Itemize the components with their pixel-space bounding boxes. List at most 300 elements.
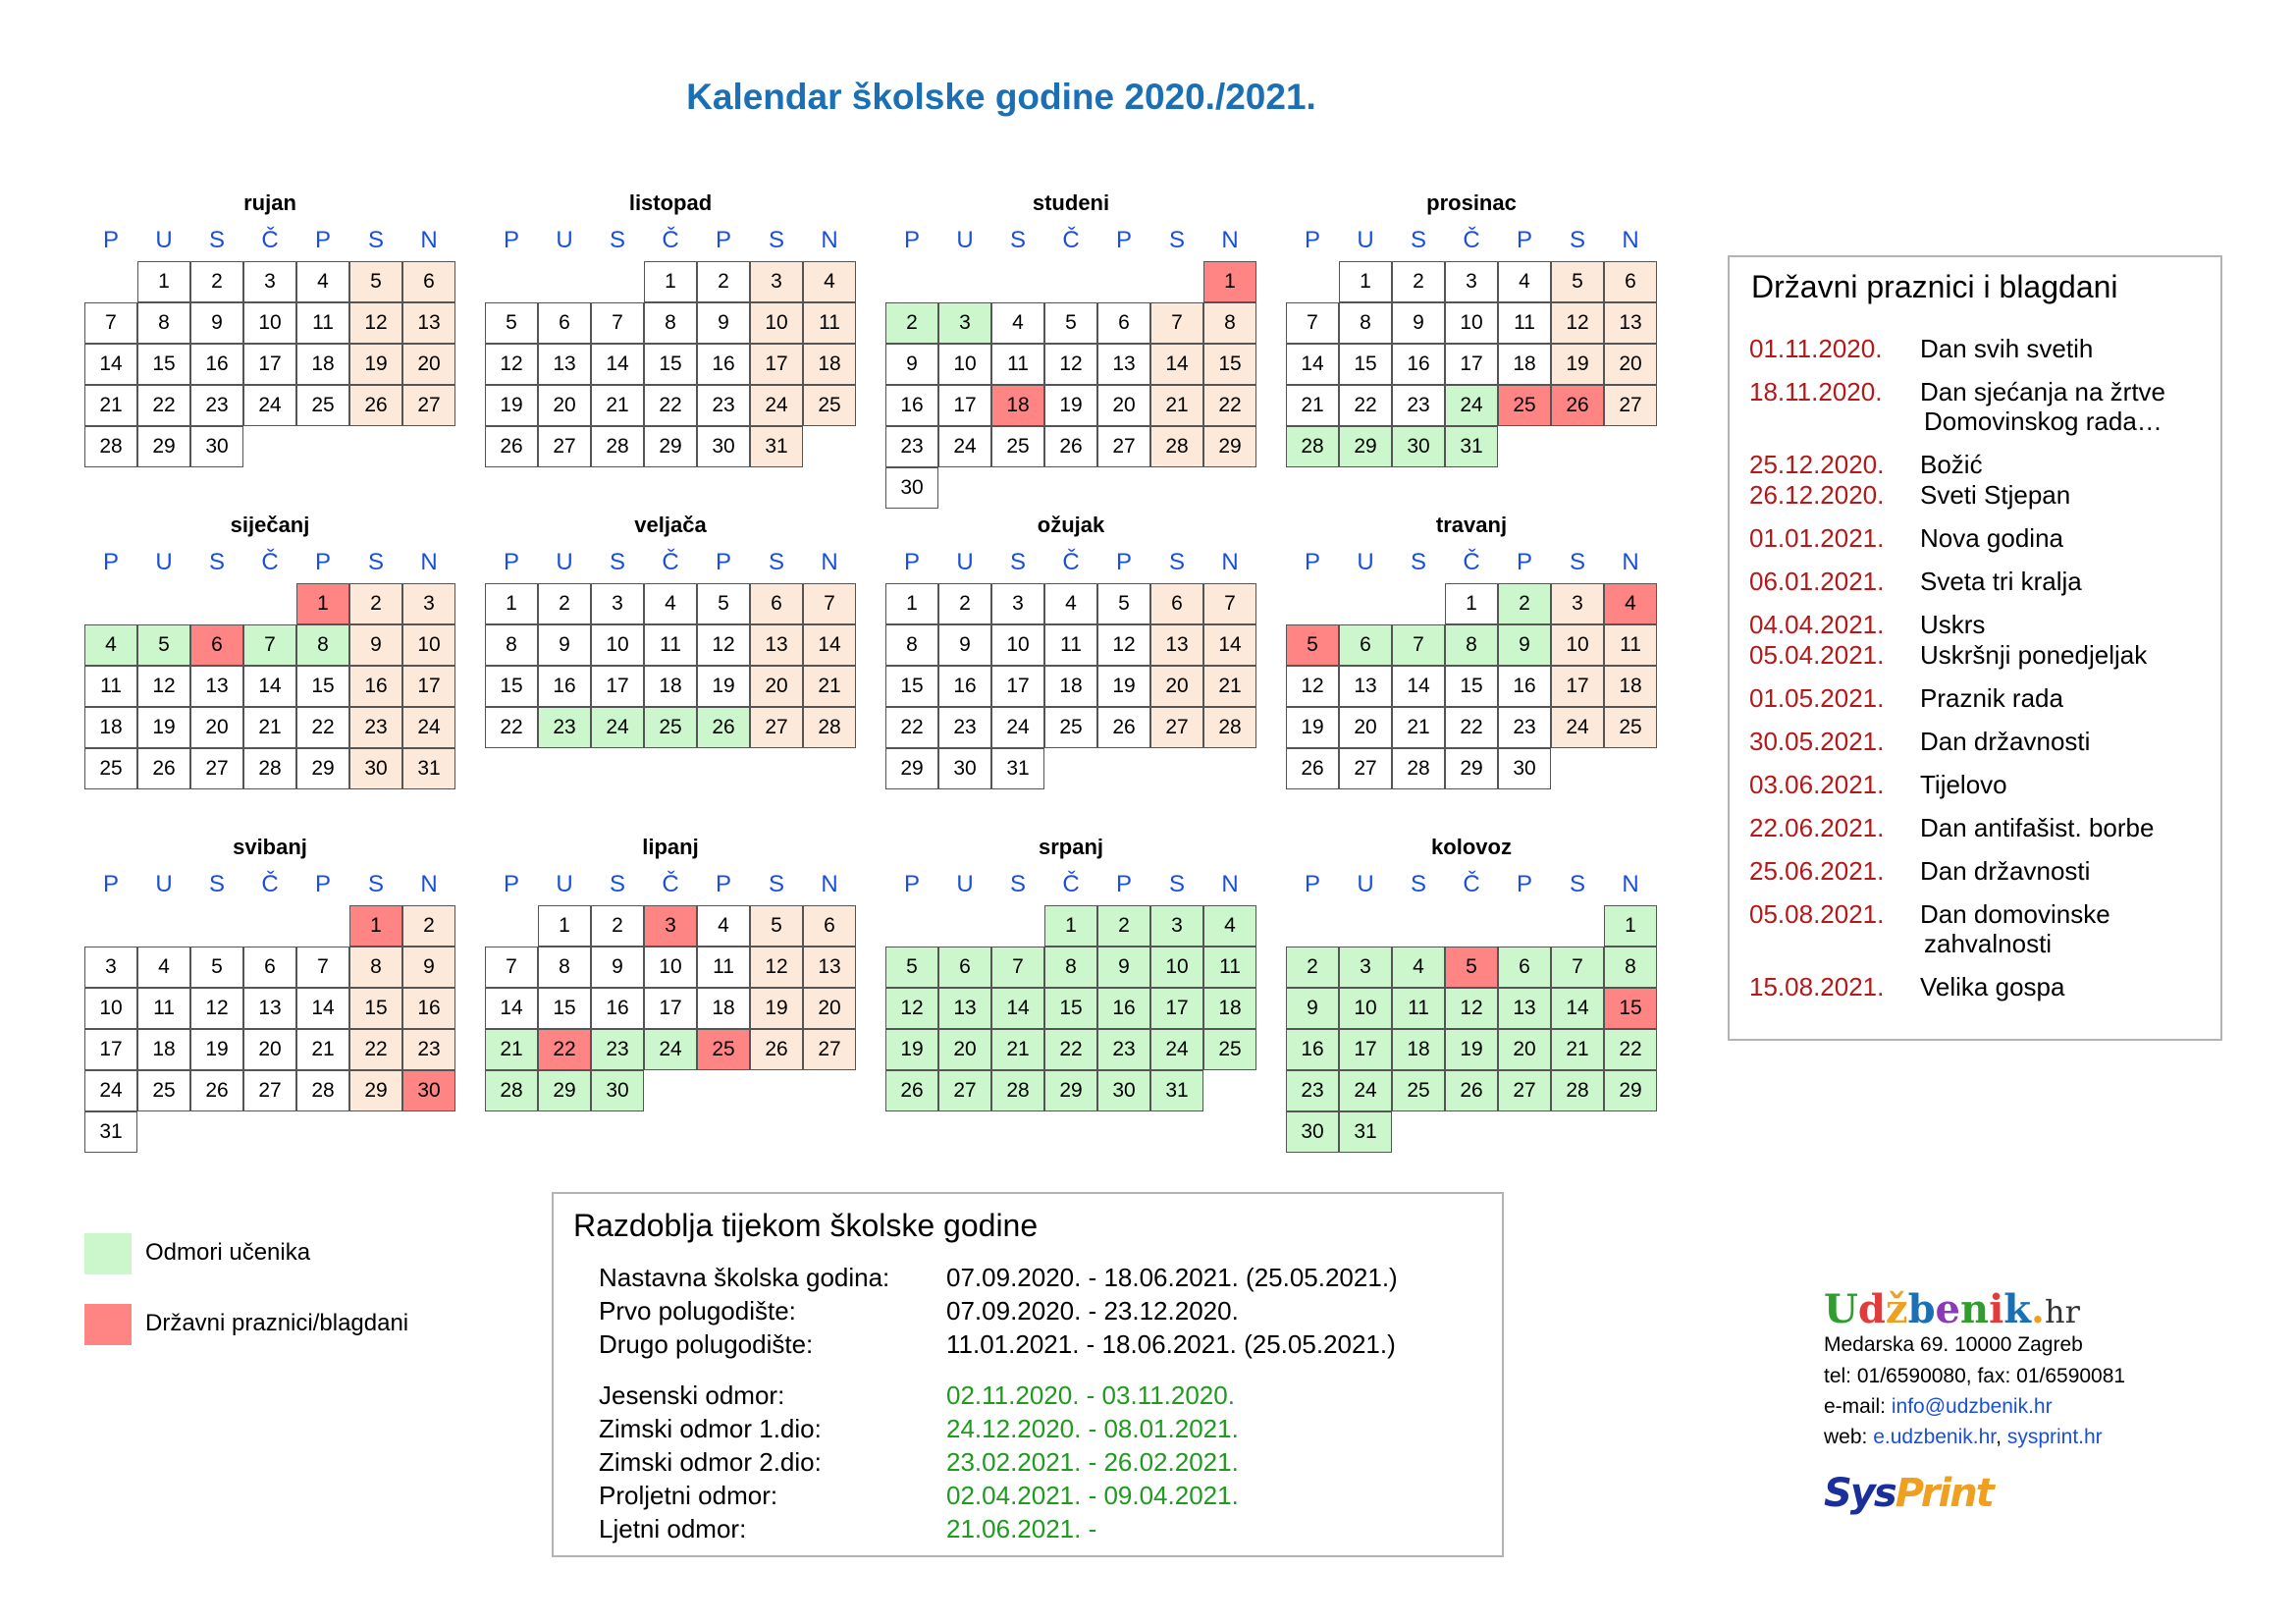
weekday-label: S: [208, 549, 225, 575]
day-cell: 30: [697, 426, 750, 467]
weekday-label: P: [715, 549, 731, 575]
day-cell: 18: [296, 344, 349, 385]
weekday-label: P: [102, 549, 119, 575]
day-cell: 17: [1551, 666, 1604, 707]
day-cell: 31: [991, 748, 1044, 789]
day-cell: 18: [84, 707, 137, 748]
day-cell: 2: [538, 583, 591, 624]
brand-address: Medarska 69. 10000 Zagreb: [1824, 1333, 2083, 1356]
month-name: rujan: [243, 190, 296, 215]
day-cell: 24: [402, 707, 455, 748]
sysprint-sys: Sys: [1824, 1471, 1896, 1516]
weekday-label: S: [1410, 227, 1426, 253]
day-cell: 17: [750, 344, 803, 385]
day-cell: 28: [1392, 748, 1445, 789]
day-cell: 22: [1445, 707, 1498, 748]
day-cell: 8: [349, 947, 402, 988]
day-cell: 23: [190, 385, 243, 426]
day-cell: 26: [885, 1070, 938, 1111]
day-cell: 30: [1392, 426, 1445, 467]
brand-phone: tel: 01/6590080, fax: 01/6590081: [1824, 1365, 2126, 1387]
day-cell: 30: [591, 1070, 644, 1111]
day-cell: 1: [296, 583, 349, 624]
day-cell: 20: [243, 1029, 296, 1070]
period-value: 07.09.2020. - 18.06.2021. (25.05.2021.): [946, 1263, 1398, 1292]
day-cell: 4: [1392, 947, 1445, 988]
weekday-label: P: [1115, 549, 1132, 575]
holiday-date: 18.11.2020.: [1749, 377, 1883, 406]
day-cell: 8: [1445, 624, 1498, 666]
period-label: Prvo polugodište:: [599, 1296, 796, 1326]
day-cell: 13: [750, 624, 803, 666]
period-label: Proljetni odmor:: [599, 1481, 778, 1510]
day-cell: 25: [697, 1029, 750, 1070]
brand-web-line: [1824, 1426, 2103, 1449]
day-cell: 23: [591, 1029, 644, 1070]
holiday-name: Sveta tri kralja: [1920, 567, 2082, 596]
holiday-date: 04.04.2021.: [1749, 610, 1885, 639]
weekday-label: P: [1516, 871, 1532, 897]
holiday-date: 05.08.2021.: [1749, 899, 1885, 929]
holiday-name: Dan sjećanja na žrtve: [1920, 377, 2166, 406]
period-label: Zimski odmor 2.dio:: [599, 1447, 822, 1477]
day-cell: 20: [803, 988, 856, 1029]
weekday-label: P: [1115, 871, 1132, 897]
day-cell: 29: [1044, 1070, 1097, 1111]
day-cell: 21: [1150, 385, 1203, 426]
day-cell: 30: [1097, 1070, 1150, 1111]
day-cell: 19: [750, 988, 803, 1029]
day-cell: 16: [1498, 666, 1551, 707]
day-cell: 18: [803, 344, 856, 385]
month-name: veljača: [634, 513, 707, 537]
day-cell: 1: [1339, 261, 1392, 302]
day-cell: 1: [349, 905, 402, 947]
weekday-label: S: [1009, 549, 1026, 575]
day-cell: 28: [1150, 426, 1203, 467]
day-cell: 9: [1498, 624, 1551, 666]
day-cell: 12: [1551, 302, 1604, 344]
weekday-label: Č: [1463, 227, 1480, 253]
day-cell: 9: [1097, 947, 1150, 988]
holiday-date: 03.06.2021.: [1749, 770, 1885, 799]
day-cell: 11: [697, 947, 750, 988]
day-cell: 5: [1286, 624, 1339, 666]
brand-block: [1824, 1286, 2236, 1522]
weekday-label: S: [1410, 871, 1426, 897]
weekday-label: P: [314, 549, 331, 575]
day-cell: 3: [591, 583, 644, 624]
day-cell: 25: [1392, 1070, 1445, 1111]
day-cell: 13: [803, 947, 856, 988]
day-cell: 13: [190, 666, 243, 707]
weekday-label: S: [208, 871, 225, 897]
day-cell: 6: [1498, 947, 1551, 988]
weekday-label: N: [420, 227, 438, 253]
day-cell: 16: [1097, 988, 1150, 1029]
weekday-label: U: [956, 549, 974, 575]
day-cell: 22: [485, 707, 538, 748]
day-cell: 19: [485, 385, 538, 426]
day-cell: 20: [402, 344, 455, 385]
weekday-label: S: [1009, 871, 1026, 897]
weekday-label: Č: [1463, 871, 1480, 897]
day-cell: 15: [1203, 344, 1256, 385]
day-cell: 23: [1097, 1029, 1150, 1070]
brand-email-line: [1824, 1395, 2053, 1419]
weekday-label: U: [1357, 227, 1374, 253]
day-cell: 6: [1339, 624, 1392, 666]
weekday-label: S: [609, 549, 625, 575]
day-cell: 8: [1339, 302, 1392, 344]
weekday-label: N: [420, 871, 438, 897]
weekday-label: N: [420, 549, 438, 575]
day-cell: 18: [697, 988, 750, 1029]
holiday-date: 25.12.2020.: [1749, 450, 1885, 479]
weekday-label: Č: [1062, 227, 1080, 253]
day-cell: 8: [1203, 302, 1256, 344]
day-cell: 11: [1044, 624, 1097, 666]
day-cell: 9: [538, 624, 591, 666]
day-cell: 7: [1551, 947, 1604, 988]
day-cell: 21: [991, 1029, 1044, 1070]
day-cell: 29: [1339, 426, 1392, 467]
day-cell: 16: [349, 666, 402, 707]
periods-box: [552, 1192, 1504, 1557]
day-cell: 24: [991, 707, 1044, 748]
day-cell: 15: [137, 344, 190, 385]
day-cell: 22: [137, 385, 190, 426]
holiday-name-continued: Domovinskog rada…: [1924, 406, 2163, 436]
day-cell: 14: [591, 344, 644, 385]
holiday-name: Praznik rada: [1920, 683, 2063, 713]
day-cell: 2: [402, 905, 455, 947]
day-cell: 15: [538, 988, 591, 1029]
day-cell: 9: [402, 947, 455, 988]
day-cell: 21: [1551, 1029, 1604, 1070]
weekday-label: P: [102, 871, 119, 897]
day-cell: 28: [1551, 1070, 1604, 1111]
day-cell: 16: [1392, 344, 1445, 385]
day-cell: 9: [591, 947, 644, 988]
weekday-label: N: [821, 227, 838, 253]
day-cell: 18: [644, 666, 697, 707]
day-cell: 17: [938, 385, 991, 426]
month-name: listopad: [628, 190, 713, 215]
day-cell: 27: [803, 1029, 856, 1070]
day-cell: 9: [938, 624, 991, 666]
day-cell: 19: [697, 666, 750, 707]
day-cell: 9: [190, 302, 243, 344]
day-cell: 6: [190, 624, 243, 666]
day-cell: 16: [1286, 1029, 1339, 1070]
legend-label-vacation: Odmori učenika: [145, 1239, 311, 1266]
holiday-name: Uskršnji ponedjeljak: [1920, 640, 2148, 670]
day-cell: 27: [190, 748, 243, 789]
weekday-label: S: [1569, 871, 1585, 897]
day-cell: 30: [938, 748, 991, 789]
day-cell: 31: [1445, 426, 1498, 467]
day-cell: 27: [1498, 1070, 1551, 1111]
day-cell: 13: [1150, 624, 1203, 666]
day-cell: 10: [750, 302, 803, 344]
day-cell: 27: [402, 385, 455, 426]
day-cell: 5: [1097, 583, 1150, 624]
day-cell: 7: [1150, 302, 1203, 344]
day-cell: 24: [84, 1070, 137, 1111]
day-cell: 7: [84, 302, 137, 344]
day-cell: 4: [803, 261, 856, 302]
day-cell: 17: [84, 1029, 137, 1070]
day-cell: 30: [402, 1070, 455, 1111]
holiday-name: Dan domovinske: [1920, 899, 2110, 929]
day-cell: 10: [1150, 947, 1203, 988]
day-cell: 3: [1339, 947, 1392, 988]
day-cell: 12: [1097, 624, 1150, 666]
day-cell: 2: [1097, 905, 1150, 947]
holiday-date: 01.11.2020.: [1749, 334, 1883, 363]
weekday-label: P: [715, 871, 731, 897]
day-cell: 20: [1498, 1029, 1551, 1070]
day-cell: 2: [349, 583, 402, 624]
day-cell: 23: [1392, 385, 1445, 426]
day-cell: 13: [243, 988, 296, 1029]
day-cell: 24: [750, 385, 803, 426]
day-cell: 2: [1286, 947, 1339, 988]
page-title: Kalendar školske godine 2020./2021.: [686, 77, 1316, 117]
period-label: Drugo polugodište:: [599, 1329, 814, 1359]
day-cell: 6: [938, 947, 991, 988]
brand-web-link-1[interactable]: e.udzbenik.hr: [1873, 1426, 1997, 1448]
day-cell: 14: [296, 988, 349, 1029]
logo-letter: d: [1857, 1286, 1886, 1332]
day-cell: 29: [538, 1070, 591, 1111]
day-cell: 14: [803, 624, 856, 666]
period-label: Zimski odmor 1.dio:: [599, 1414, 822, 1443]
day-cell: 10: [243, 302, 296, 344]
day-cell: 10: [591, 624, 644, 666]
day-cell: 21: [1203, 666, 1256, 707]
day-cell: 27: [1097, 426, 1150, 467]
holiday-date: 01.05.2021.: [1749, 683, 1885, 713]
day-cell: 20: [1339, 707, 1392, 748]
day-cell: 15: [349, 988, 402, 1029]
logo-letter: U: [1824, 1286, 1858, 1332]
day-cell: 2: [885, 302, 938, 344]
day-cell: 15: [1445, 666, 1498, 707]
day-cell: 20: [1150, 666, 1203, 707]
day-cell: 23: [349, 707, 402, 748]
day-cell: 29: [137, 426, 190, 467]
day-cell: 13: [938, 988, 991, 1029]
logo-letter: n: [1960, 1286, 1990, 1332]
brand-web-link-2[interactable]: sysprint.hr: [2006, 1426, 2103, 1448]
holiday-name: Božić: [1920, 450, 1983, 479]
weekday-label: S: [1009, 227, 1026, 253]
day-cell: 5: [349, 261, 402, 302]
holiday-name: Dan antifašist. borbe: [1920, 813, 2155, 842]
weekday-label: N: [821, 549, 838, 575]
weekday-label: U: [155, 871, 173, 897]
day-cell: 29: [349, 1070, 402, 1111]
day-cell: 25: [1498, 385, 1551, 426]
logo-dot: .: [2031, 1286, 2045, 1332]
day-cell: 24: [1551, 707, 1604, 748]
day-cell: 11: [1604, 624, 1657, 666]
day-cell: 29: [1445, 748, 1498, 789]
day-cell: 30: [885, 467, 938, 509]
day-cell: 17: [591, 666, 644, 707]
day-cell: 3: [1445, 261, 1498, 302]
day-cell: 17: [402, 666, 455, 707]
day-cell: 16: [538, 666, 591, 707]
day-cell: 3: [750, 261, 803, 302]
holiday-date: 01.01.2021.: [1749, 523, 1885, 553]
day-cell: 27: [1339, 748, 1392, 789]
day-cell: 7: [1286, 302, 1339, 344]
day-cell: 19: [1044, 385, 1097, 426]
weekday-label: S: [1168, 227, 1185, 253]
day-cell: 21: [485, 1029, 538, 1070]
day-cell: 27: [538, 426, 591, 467]
holiday-date: 22.06.2021.: [1749, 813, 1885, 842]
day-cell: 29: [296, 748, 349, 789]
day-cell: 19: [1097, 666, 1150, 707]
weekday-label: S: [367, 227, 384, 253]
holidays-title: Državni praznici i blagdani: [1751, 269, 2118, 304]
day-cell: 30: [349, 748, 402, 789]
weekday-label: N: [1221, 549, 1239, 575]
sysprint-print: Print: [1895, 1471, 1993, 1516]
holiday-date: 26.12.2020.: [1749, 480, 1885, 510]
weekday-label: Č: [662, 227, 679, 253]
day-cell: 7: [803, 583, 856, 624]
day-cell: 4: [296, 261, 349, 302]
day-cell: 25: [296, 385, 349, 426]
day-cell: 21: [591, 385, 644, 426]
day-cell: 7: [296, 947, 349, 988]
weekday-label: S: [1569, 227, 1585, 253]
day-cell: 6: [803, 905, 856, 947]
day-cell: 30: [1498, 748, 1551, 789]
weekday-label: S: [768, 549, 784, 575]
day-cell: 12: [885, 988, 938, 1029]
day-cell: 28: [1203, 707, 1256, 748]
weekday-label: U: [155, 227, 173, 253]
day-cell: 13: [1339, 666, 1392, 707]
day-cell: 1: [137, 261, 190, 302]
day-cell: 17: [1150, 988, 1203, 1029]
day-cell: 12: [1044, 344, 1097, 385]
month-name: svibanj: [233, 835, 307, 859]
day-cell: 16: [190, 344, 243, 385]
day-cell: 19: [349, 344, 402, 385]
day-cell: 25: [1604, 707, 1657, 748]
day-cell: 4: [991, 302, 1044, 344]
day-cell: 14: [991, 988, 1044, 1029]
day-cell: 10: [1339, 988, 1392, 1029]
day-cell: 7: [1203, 583, 1256, 624]
day-cell: 14: [1203, 624, 1256, 666]
day-cell: 24: [644, 1029, 697, 1070]
period-value: 11.01.2021. - 18.06.2021. (25.05.2021.): [946, 1329, 1396, 1359]
holiday-name: Sveti Stjepan: [1920, 480, 2071, 510]
day-cell: 6: [1150, 583, 1203, 624]
day-cell: 26: [137, 748, 190, 789]
day-cell: 7: [991, 947, 1044, 988]
day-cell: 24: [1445, 385, 1498, 426]
day-cell: 5: [1445, 947, 1498, 988]
weekday-label: Č: [662, 871, 679, 897]
day-cell: 16: [697, 344, 750, 385]
day-cell: 18: [1392, 1029, 1445, 1070]
day-cell: 10: [84, 988, 137, 1029]
weekday-label: P: [1516, 549, 1532, 575]
weekday-label: P: [314, 871, 331, 897]
legend-swatch-holiday: [84, 1304, 132, 1345]
weekday-label: Č: [261, 549, 279, 575]
day-cell: 4: [644, 583, 697, 624]
weekday-label: N: [1622, 549, 1639, 575]
weekday-label: N: [1221, 871, 1239, 897]
day-cell: 28: [1286, 426, 1339, 467]
day-cell: 15: [296, 666, 349, 707]
month-name: lipanj: [642, 835, 699, 859]
legend-swatch-vacation: [84, 1233, 132, 1274]
day-cell: 22: [296, 707, 349, 748]
day-cell: 31: [402, 748, 455, 789]
day-cell: 20: [1604, 344, 1657, 385]
day-cell: 5: [885, 947, 938, 988]
logo-suffix: hr: [2044, 1293, 2080, 1330]
day-cell: 1: [485, 583, 538, 624]
weekday-label: S: [1569, 549, 1585, 575]
day-cell: 21: [803, 666, 856, 707]
holiday-date: 25.06.2021.: [1749, 856, 1885, 886]
day-cell: 15: [1339, 344, 1392, 385]
day-cell: 31: [84, 1111, 137, 1153]
day-cell: 9: [1286, 988, 1339, 1029]
day-cell: 20: [938, 1029, 991, 1070]
day-cell: 30: [190, 426, 243, 467]
day-cell: 2: [1498, 583, 1551, 624]
holiday-name: Dan državnosti: [1920, 727, 2091, 756]
day-cell: 6: [1097, 302, 1150, 344]
logo-letter: k: [2003, 1286, 2032, 1332]
day-cell: 8: [538, 947, 591, 988]
weekday-label: S: [609, 227, 625, 253]
day-cell: 6: [402, 261, 455, 302]
weekday-label: P: [102, 227, 119, 253]
day-cell: 21: [243, 707, 296, 748]
brand-email-link[interactable]: info@udzbenik.hr: [1891, 1395, 2053, 1418]
day-cell: 1: [1044, 905, 1097, 947]
day-cell: 13: [402, 302, 455, 344]
period-value: 02.04.2021. - 09.04.2021.: [946, 1481, 1239, 1510]
weekday-label: S: [208, 227, 225, 253]
day-cell: 29: [1604, 1070, 1657, 1111]
day-cell: 22: [1044, 1029, 1097, 1070]
day-cell: 2: [591, 905, 644, 947]
period-label: Ljetni odmor:: [599, 1514, 747, 1543]
day-cell: 19: [1286, 707, 1339, 748]
day-cell: 28: [243, 748, 296, 789]
weekday-label: N: [1622, 227, 1639, 253]
day-cell: 15: [885, 666, 938, 707]
weekday-label: S: [1410, 549, 1426, 575]
logo-letter: ž: [1885, 1286, 1908, 1332]
day-cell: 26: [349, 385, 402, 426]
